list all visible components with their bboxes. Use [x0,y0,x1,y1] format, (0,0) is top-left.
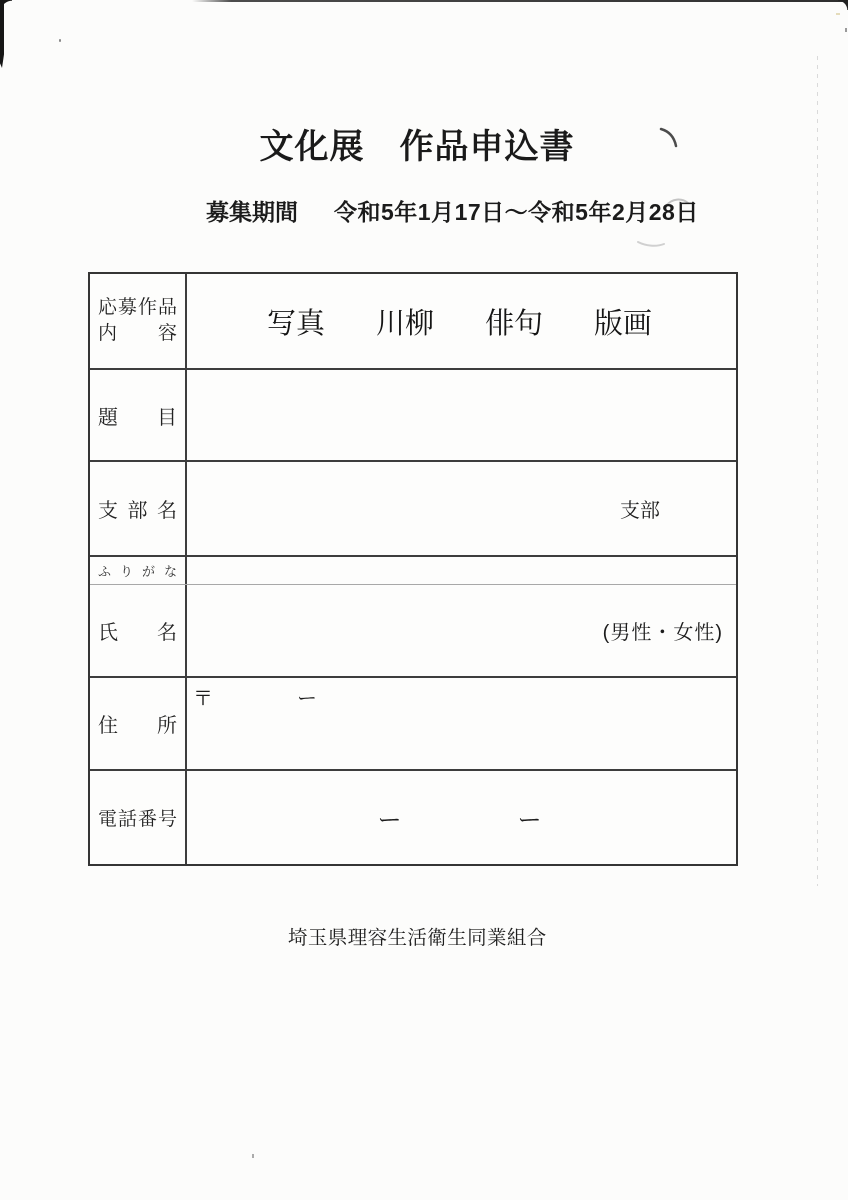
address-label: 住 所 [98,715,177,737]
furigana-label-cell [90,557,187,584]
application-form-table [88,272,738,866]
form-title: 文化展 作品申込書 [259,128,575,166]
full-name-input-area[interactable] [187,585,736,676]
work-title-input-area[interactable] [187,370,736,460]
scanner-streak [817,56,818,886]
full-name-label: 氏 名 [98,622,177,644]
entry-category-label [90,274,187,368]
row-phone-number [90,769,736,864]
scan-speck [252,1154,254,1158]
branch-suffix-text: 支部 [620,500,660,522]
full-name-label-cell [90,585,187,676]
scan-corner-top-left [0,0,12,12]
furigana-label: ふ り が な [98,564,177,579]
phone-label: 電 話 番 号 [98,809,177,830]
work-title-label: 題 目 [98,406,177,429]
row-address [90,676,736,769]
recruitment-period-label: 募集期間 [206,199,298,225]
recruitment-period [206,194,699,227]
phone-dash-1: ー [377,807,402,834]
scan-corner-top-right [838,0,848,10]
scan-smudge [636,238,666,257]
option-photo: 写真 [267,307,326,340]
option-senryu: 川柳 [376,307,435,340]
address-input-area[interactable] [187,678,736,769]
address-label-cell [90,678,187,769]
branch-name-label-cell [90,462,187,555]
branch-name-label: 支 部 名 [98,500,177,522]
scan-edge-line-top [192,0,848,2]
row-full-name [90,584,736,676]
phone-label-cell [90,771,187,864]
scan-speck [59,39,61,42]
entry-category-label-line1: 応 募 作 品 [98,297,177,318]
recruitment-period-value: 令和5年1月17日～令和5年2月28日 [334,199,699,225]
scan-speck [836,13,840,15]
postal-code-dash: ー [297,688,317,710]
phone-input-area[interactable] [185,771,734,864]
row-work-title [90,368,736,460]
row-furigana [90,555,736,584]
organization-name: 埼玉県理容生活衛生同業組合 [288,927,547,949]
phone-dash-2: ー [517,807,542,834]
row-branch-name [90,460,736,555]
option-print: 版画 [594,307,653,340]
work-title-label-cell [90,370,187,460]
furigana-input-area[interactable] [187,557,736,584]
row-entry-category [90,274,736,368]
postal-mark: 〒 [193,688,213,710]
scan-speck [845,28,847,32]
gender-note-text: (男性・女性) [602,622,723,644]
option-haiku: 俳句 [485,307,544,340]
entry-category-label-line2: 内 容 [98,323,177,344]
entry-category-options [187,274,736,368]
branch-name-input-area[interactable] [187,462,736,555]
